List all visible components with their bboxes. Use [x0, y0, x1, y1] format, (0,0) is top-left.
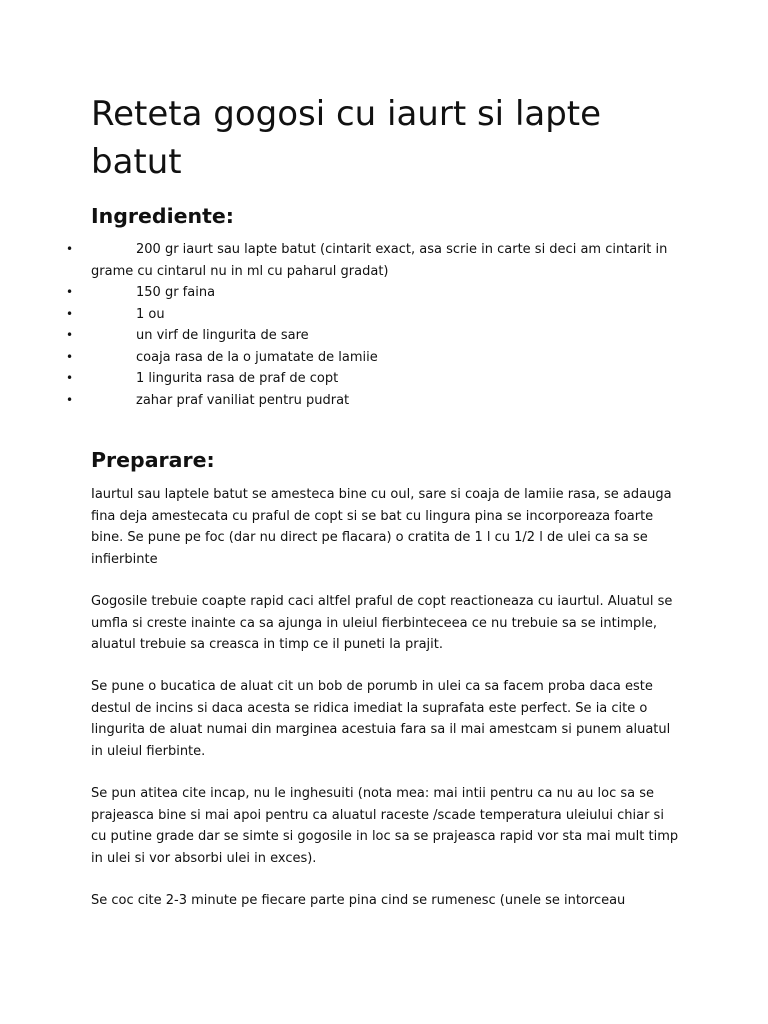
- ingredient-text: un virf de lingurita de sare: [136, 328, 309, 343]
- ingredients-list: [0, 239, 768, 411]
- bullet-icon: •: [66, 285, 74, 299]
- preparation-paragraph: Se pun atitea cite incap, nu le inghesuiti (nota mea: mai intii pentru ca nu au loc sa se prajeasca bine si mai apoi pentru ca aluatul raceste /scade temperatura uleiului chiar si cu putine grade dar se simte si gogosile in loc sa se prajeasca rapid vor sta mai mult timp in ulei si vor absorbi ulei in exces).: [91, 786, 679, 866]
- ingredient-text: coaja rasa de la o jumatate de lamiie: [136, 349, 378, 365]
- bullet-icon: •: [66, 328, 74, 342]
- ingredients-heading: Ingrediente:: [91, 204, 235, 228]
- ingredient-text: 1 lingurita rasa de praf de copt: [136, 371, 339, 386]
- ingredient-text: 150 gr faina: [136, 285, 216, 300]
- ingredient-item: [0, 239, 768, 282]
- preparation-heading: Preparare:: [91, 448, 215, 472]
- ingredient-item: [0, 347, 768, 369]
- ingredient-item: [0, 390, 768, 412]
- recipe-title: Reteta gogosi cu iaurt si lapte batut: [91, 94, 602, 182]
- ingredient-text: 200 gr iaurt sau lapte batut (cintarit exact, asa scrie in carte si deci am cintarit in grame cu cintarul nu in ml cu paharul gradat): [91, 242, 668, 279]
- bullet-icon: •: [66, 392, 74, 407]
- preparation-paragraph: Gogosile trebuie coapte rapid caci altfel praful de copt reactioneaza cu iaurtul. Aluatul se umfla si creste inainte ca sa ajunga in uleiul fierbinteceea ce nu trebuie sa se intimple, aluatul trebuie sa creasca in timp ce il puneti la prajit.: [91, 594, 673, 652]
- ingredient-item: [0, 325, 768, 347]
- ingredient-item: [0, 282, 768, 304]
- ingredient-item: [0, 368, 768, 390]
- ingredient-text: 1 ou: [136, 306, 165, 322]
- ingredient-text: zahar praf vaniliat pentru pudrat: [136, 392, 350, 408]
- preparation-paragraph: Se coc cite 2-3 minute pe fiecare parte pina cind se rumenesc (unele se intorceau: [91, 893, 626, 908]
- bullet-icon: •: [66, 371, 74, 385]
- preparation-paragraph: Iaurtul sau laptele batut se amesteca bine cu oul, sare si coaja de lamiie rasa, se adauga fina deja amestecata cu praful de copt si se bat cu lingura pina se incorporeaza foarte bine. Se pune pe foc (dar nu direct pe flacara) o cratita de 1 l cu 1/2 l de ulei ca sa se infierbinte: [91, 487, 672, 567]
- bullet-icon: •: [66, 349, 74, 364]
- bullet-icon: •: [66, 306, 74, 321]
- bullet-icon: •: [66, 242, 74, 256]
- preparation-paragraph: Se pune o bucatica de aluat cit un bob de porumb in ulei ca sa facem proba daca este destul de incins si daca acesta se ridica imediat la suprafata este perfect. Se ia cite o lingurita de aluat numai din marginea acestuia fara sa il mai amestcam si punem aluatul in uleiul fierbinte.: [91, 679, 671, 759]
- ingredient-item: [0, 304, 768, 326]
